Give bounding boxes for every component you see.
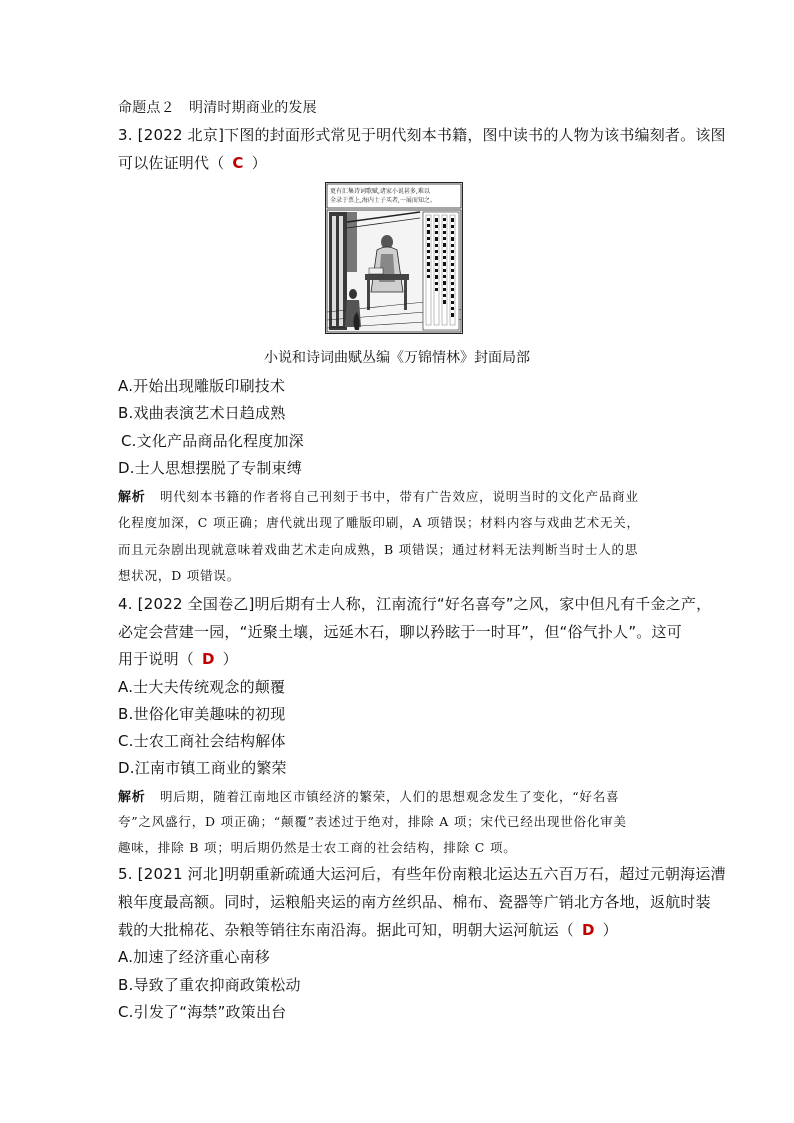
q5-stem-line-2: 粮年度最高额。同时，运粮船夹运的南方丝织品、棉布、瓷器等广销北方各地，返航时装 (118, 893, 711, 911)
q3-stem-close: ） (251, 154, 267, 172)
q3-answer: C (232, 154, 244, 172)
figure-top-text-2: 全录于票上,海内士子买者,一展而知之。 (330, 197, 436, 204)
q5-option-c: C.引发了“海禁”政策出台 (118, 1003, 287, 1021)
q4-answer: D (202, 650, 215, 668)
q4-stem-close: ） (222, 650, 238, 668)
q4-option-b: B.世俗化审美趣味的初现 (118, 705, 286, 723)
q4-analysis-line-3: 趣味，排除 B 项；明后期仍然是士农工商的社会结构，排除 C 项。 (118, 840, 517, 855)
q4-stem-text: 用于说明（ (118, 650, 195, 668)
q3-option-a: A.开始出现雕版印刷技术 (118, 377, 286, 395)
q4-analysis-label: 解析 (118, 790, 146, 805)
q3-option-c: C.文化产品商品化程度加深 (121, 432, 304, 450)
q3-analysis-text-1: 明代刻本书籍的作者将自己刊刻于书中，带有广告效应，说明当时的文化产品商业 (159, 489, 639, 504)
q5-answer: D (582, 921, 595, 939)
q3-stem-text: 可以佐证明代（ (118, 154, 225, 172)
q4-option-a: A.士大夫传统观念的颠覆 (118, 678, 286, 696)
q5-stem-text: 载的大批棉花、杂粮等销往东南沿海。据此可知，明朝大运河航运（ (118, 921, 575, 939)
q3-stem-line-2 (118, 152, 267, 173)
q3-analysis-line-3: 而且元杂剧出现就意味着戏曲艺术走向成熟，B 项错误；通过材料无法判断当时士人的思 (118, 542, 639, 557)
q5-option-a: A.加速了经济重心南移 (118, 948, 270, 966)
q3-analysis-label: 解析 (118, 490, 146, 505)
section-heading: 命题点２ 明清时期商业的发展 (118, 100, 317, 116)
q3-analysis-line-1 (118, 486, 639, 505)
q3-option-b: B.戏曲表演艺术日趋成熟 (118, 404, 286, 422)
q3-analysis-line-4: 想状况，D 项错误。 (118, 568, 240, 583)
q5-stem-close: ） (602, 921, 618, 939)
q4-stem-line-1: 4. [2022 全国卷乙]明后期有士人称，江南流行“好名喜夸”之风，家中但凡有千金之产， (118, 595, 712, 613)
q4-analysis-line-1 (118, 786, 619, 805)
q4-stem-line-2: 必定会营建一园，“近聚土壤，远延木石，聊以矜眩于一时耳”，但“俗气扑人”。这可 (118, 623, 682, 641)
q4-analysis-line-2: 夸”之风盛行，D 项正确；“颠覆”表述过于绝对，排除 A 项；宋代已经出现世俗化审美 (118, 814, 627, 829)
q5-stem-line-1: 5. [2021 河北]明朝重新疏通大运河后，有些年份南粮北运达五六百万石，超过元朝海运漕 (118, 865, 726, 883)
q4-option-d: D.江南市镇工商业的繁荣 (118, 759, 287, 777)
q3-option-d: D.士人思想摆脱了专制束缚 (118, 459, 302, 477)
figure-caption: 小说和诗词曲赋丛编《万锦情林》封面局部 (264, 350, 530, 366)
q4-analysis-text-1: 明后期，随着江南地区市镇经济的繁荣，人们的思想观念发生了变化，“好名喜 (159, 789, 620, 804)
q3-stem-line-1: 3. [2022 北京]下图的封面形式常见于明代刻本书籍，图中读书的人物为该书编刻者。该图 (118, 126, 726, 144)
q4-option-c: C.士农工商社会结构解体 (118, 732, 286, 750)
q3-analysis-line-2: 化程度加深，C 项正确；唐代就出现了雕版印刷，A 项错误；材料内容与戏曲艺术无关， (118, 515, 640, 530)
q4-stem-line-3 (118, 648, 238, 669)
q5-option-b: B.导致了重农抑商政策松动 (118, 976, 301, 994)
figure-top-text-1: 更有汇集诗词歌赋,诸家小说甚多,难以 (330, 188, 430, 195)
q5-stem-line-3 (118, 919, 618, 940)
woodblock-cover-illustration (325, 182, 463, 334)
